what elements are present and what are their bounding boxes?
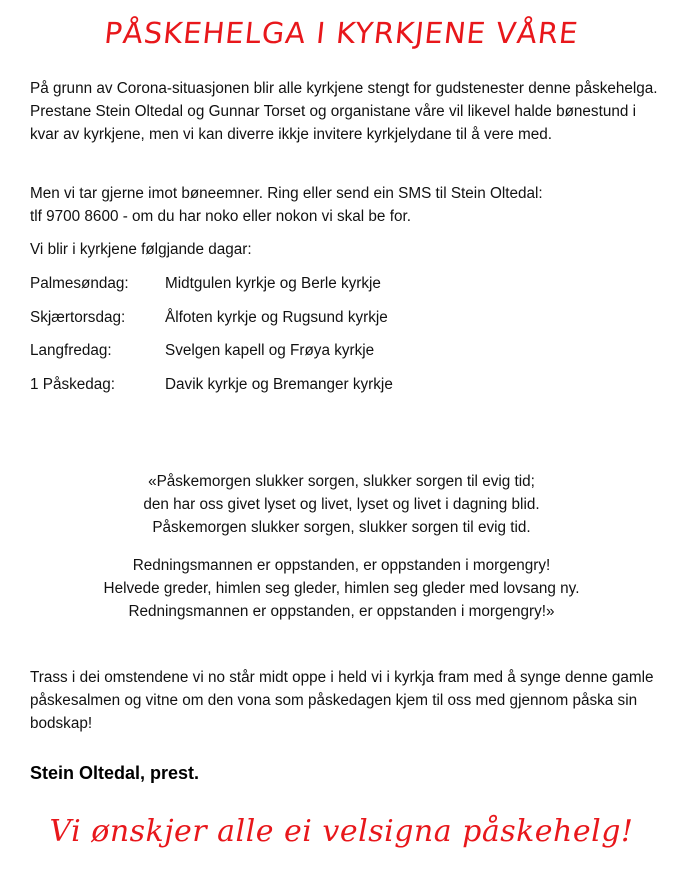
closing-paragraph: Trass i dei omstendene vi no står midt oppe i held vi i kyrkja fram med å synge denne gamle påskesalmen og vitne om den vona som påskedagen kjem til oss med gjennom påska sin bodskap! [30, 669, 654, 732]
schedule-places: Midtgulen kyrkje og Berle kyrkje [165, 275, 381, 292]
poem-stanza-2 [0, 554, 683, 623]
schedule-day: 1 Påskedag: [30, 375, 116, 393]
schedule-intro: Vi blir i kyrkjene følgjande dagar: [30, 241, 252, 258]
poem-line: Redningsmannen er oppstanden, er oppstanden i morgengry!» [128, 603, 555, 620]
schedule-row [30, 306, 650, 340]
intro-paragraph: På grunn av Corona-situasjonen blir alle kyrkjene stengt for gudstenester denne påskehelga. Prestane Stein Oltedal og Gunnar Torset og organistane våre vil likevel halde bønestund i kvar av kyrkjene, men vi kan diverre ikkje invitere kyrkjelydane til å vere med. [30, 80, 658, 143]
signature: Stein Oltedal, prest. [30, 763, 200, 783]
poem-line: Helvede greder, himlen seg gleder, himlen seg gleder med lovsang ny. [103, 580, 580, 597]
prayer-request-paragraph [30, 182, 660, 228]
schedule-day: Langfredag: [30, 342, 112, 359]
prayer-request-line-2: tlf 9700 8600 - om du har noko eller nokon vi skal be for. [30, 208, 411, 225]
schedule-row [30, 339, 650, 373]
prayer-request-line-1: Men vi tar gjerne imot bøneemner. Ring eller send ein SMS til Stein Oltedal: [30, 185, 543, 202]
poem-line: «Påskemorgen slukker sorgen, slukker sorgen til evig tid; [148, 473, 535, 490]
page-title: PÅSKEHELGA I KYRKJENE VÅRE [102, 16, 581, 50]
poem-line: den har oss givet lyset og livet, lyset og livet i dagning blid. [143, 496, 540, 513]
schedule-row [30, 272, 650, 306]
poem-line: Redningsmannen er oppstanden, er oppstanden i morgengry! [132, 557, 551, 574]
poem-stanza-1 [0, 470, 683, 539]
schedule-places: Svelgen kapell og Frøya kyrkje [165, 342, 375, 359]
schedule-day: Skjærtorsdag: [30, 308, 126, 326]
closing-greeting: Vi ønskjer alle ei velsigna påskehelg! [49, 814, 634, 849]
poem-line: Påskemorgen slukker sorgen, slukker sorgen til evig tid. [152, 519, 531, 536]
schedule-day: Palmesøndag: [30, 275, 129, 292]
schedule-list [30, 272, 650, 406]
schedule-row [30, 373, 650, 407]
schedule-places: Ålfoten kyrkje og Rugsund kyrkje [165, 308, 388, 326]
schedule-places: Davik kyrkje og Bremanger kyrkje [165, 375, 393, 393]
